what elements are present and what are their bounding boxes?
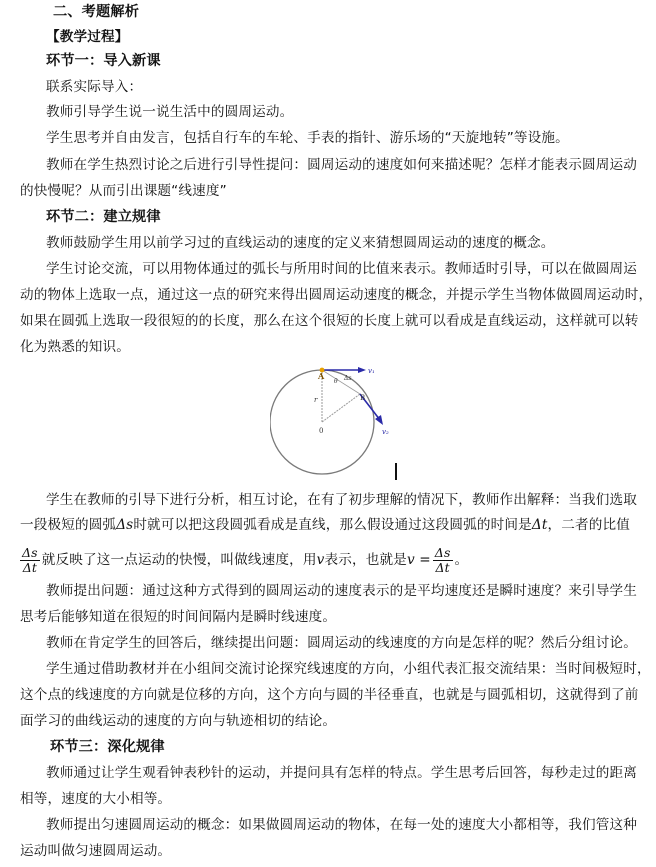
link2-paragraph-6-line-2: 这个点的线速度的方向就是位移的方向，这个方向与圆的半径垂直，也就是与圆弧相切，这就得到了前	[20, 687, 639, 703]
link1-paragraph-2: 教师引导学生说一说生活中的圆周运动。	[46, 104, 294, 120]
link3-paragraph-2-line-2: 运动叫做匀速圆周运动。	[20, 843, 172, 859]
link2-paragraph-6-line-1: 学生通过借助教材并在小组间交流讨论探究线速度的方向，小组代表汇报交流结果：当时间极短时，	[46, 661, 651, 677]
velocity-v2-arrowhead	[375, 415, 383, 425]
label-o: 0	[319, 427, 324, 435]
link3-paragraph-1-line-2: 相等，速度的大小相等。	[20, 791, 172, 807]
p3-l2-part-a: 一段极短的圆弧	[20, 517, 117, 533]
link2-paragraph-2-line-3: 如果在圆弧上选取一段很短的的长度，那么在这个很短的长度上就可以看成是直线运动，这样就可以转	[20, 313, 639, 329]
link3-title: 环节三：深化规律	[50, 739, 165, 755]
section-title: 二、考题解析	[53, 4, 140, 20]
v-symbol: v	[316, 552, 325, 568]
link2-paragraph-4-line-1: 教师提出问题：通过这种方式得到的圆周运动的速度表示的是平均速度还是瞬时速度？来引导学生	[46, 583, 637, 599]
link2-paragraph-2-line-1: 学生讨论交流，可以用物体通过的弧长与所用时间的比值来表示。教师适时引导，可以在做圆周运	[46, 261, 637, 277]
link2-paragraph-3-line-3	[20, 544, 468, 576]
fraction-denominator: Δt	[22, 559, 38, 575]
link2-paragraph-4-line-2: 思考后能够知道在很短的时间间隔内是瞬时线速度。	[20, 609, 337, 625]
label-b: B	[360, 394, 366, 402]
label-a: A	[318, 371, 325, 381]
v-equals: v =	[406, 552, 431, 568]
delta-s-symbol: Δs	[116, 517, 134, 533]
link3-paragraph-1-line-1: 教师通过让学生观看钟表秒针的运动，并提问具有怎样的特点。学生思考后回答，每秒走过的距离	[46, 765, 637, 781]
delta-t-symbol: Δt	[531, 517, 548, 533]
link2-title: 环节二：建立规律	[46, 209, 161, 225]
fraction-numerator: Δs	[22, 544, 38, 560]
fraction-ds-dt-2	[433, 546, 453, 575]
link2-paragraph-6-line-3: 面学习的曲线运动的速度的方向与轨迹相切的结论。	[20, 713, 337, 729]
radius-ob	[322, 394, 360, 422]
p3-l3-part-b: 表示，也就是	[324, 552, 407, 568]
link2-paragraph-3-line-2	[20, 517, 630, 534]
p3-l2-part-c: ，二者的比值	[547, 517, 630, 533]
link1-paragraph-3: 学生思考并自由发言，包括自行车的车轮、手表的指针、游乐场的“天旋地转”等设施。	[46, 130, 569, 146]
fraction-denominator-2: Δt	[435, 559, 450, 575]
label-r: r	[314, 396, 318, 404]
fraction-ds-dt	[20, 546, 40, 575]
link2-paragraph-3-line-1: 学生在教师的引导下进行分析，相互讨论，在有了初步理解的情况下，教师作出解释：当我们选取	[46, 492, 637, 508]
circular-motion-figure	[270, 362, 400, 480]
text-cursor	[395, 463, 397, 480]
label-v1: v₁	[368, 367, 375, 375]
velocity-v1-arrowhead	[358, 367, 366, 373]
fraction-numerator-2: Δs	[434, 544, 451, 560]
p3-l3-part-a: 就反映了这一点运动的快慢，叫做线速度，用	[41, 552, 317, 568]
process-label: 【教学过程】	[46, 29, 129, 45]
link2-paragraph-1: 教师鼓励学生用以前学习过的直线运动的速度的定义来猜想圆周运动的速度的概念。	[46, 235, 555, 251]
label-theta: θ	[334, 378, 338, 385]
link1-paragraph-4-line-1: 教师在学生热烈讨论之后进行引导性提问：圆周运动的速度如何来描述呢？怎样才能表示圆周运动	[46, 157, 637, 173]
link2-paragraph-5: 教师在肯定学生的回答后，继续提出问题：圆周运动的线速度的方向是怎样的呢？然后分组讨论。	[46, 635, 637, 651]
p3-l2-part-b: 时就可以把这段圆弧看成是直线，那么假设通过这段圆弧的时间是	[133, 517, 532, 533]
link1-paragraph-4-line-2: 的快慢呢？从而引出课题“线速度”	[20, 183, 227, 199]
label-v2: v₂	[382, 428, 389, 436]
p3-l3-part-c: 。	[454, 552, 469, 568]
link1-title: 环节一：导入新课	[46, 53, 161, 69]
link1-paragraph-1: 联系实际导入：	[46, 79, 143, 95]
label-ds: Δs	[344, 375, 352, 382]
link2-paragraph-2-line-2: 动的物体上选取一点，通过这一点的研究来得出圆周运动速度的概念，并提示学生当物体做圆周运动时，	[20, 287, 653, 303]
link3-paragraph-2-line-1: 教师提出匀速圆周运动的概念：如果做圆周运动的物体，在每一处的速度大小都相等，我们管这种	[46, 817, 637, 833]
link2-paragraph-2-line-4: 化为熟悉的知识。	[20, 339, 130, 355]
